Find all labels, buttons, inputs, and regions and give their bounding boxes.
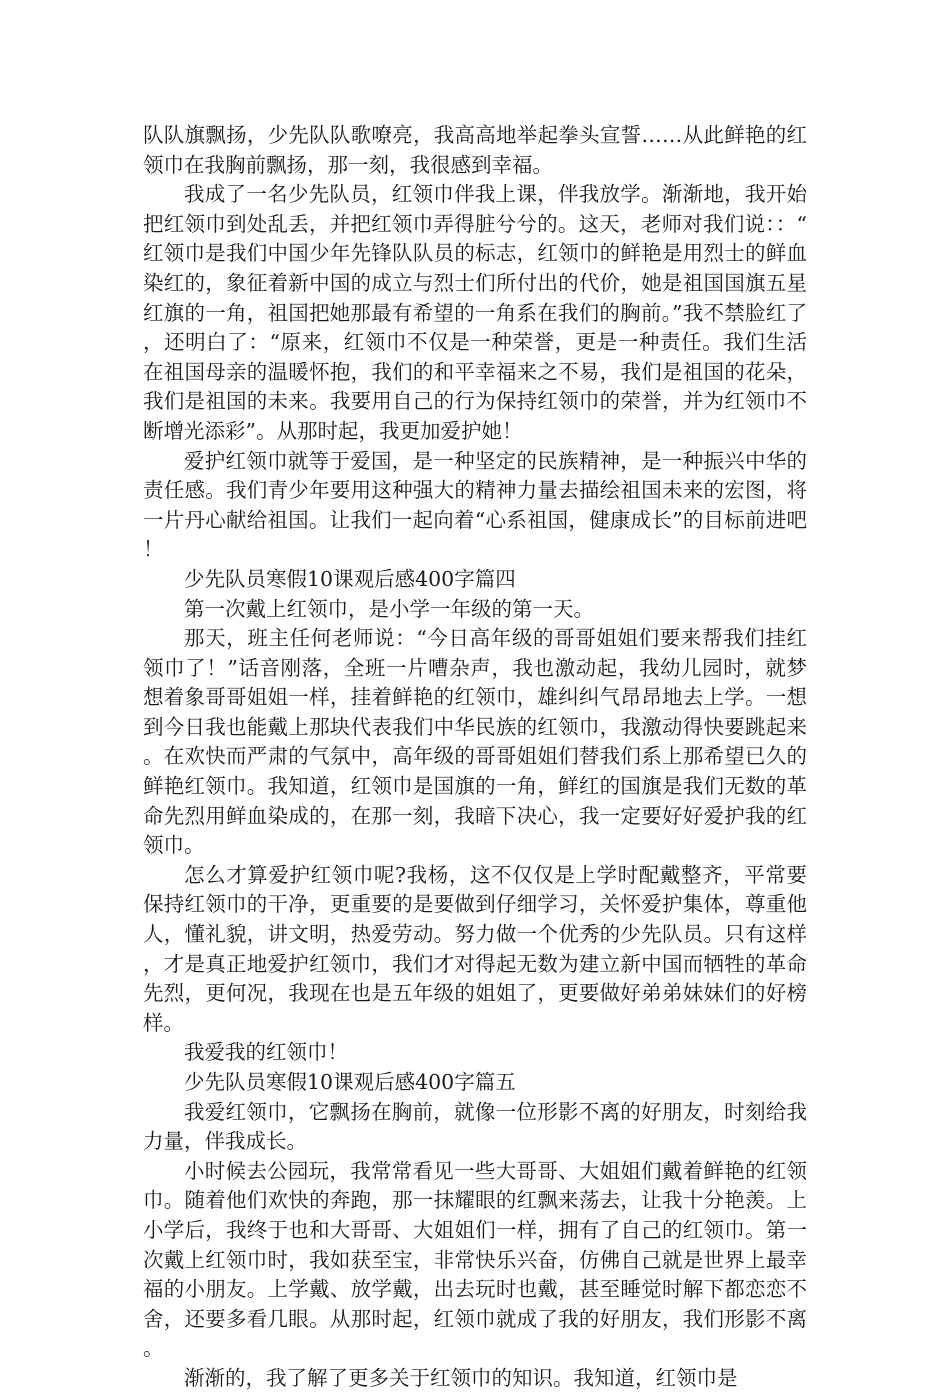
paragraph: 我爱我的红领巾！ xyxy=(184,1040,348,1065)
section-heading: 少先队员寒假10课观后感400字篇四 xyxy=(184,566,516,591)
paragraph: 队队旗飘扬，少先队队歌嘹亮，我高高地举起拳头宣誓……从此鲜艳的红领巾在我胸前飘扬，那一刻，我很感到幸福。 xyxy=(143,123,807,177)
paragraph: 那天，班主任何老师说：“今日高年级的哥哥姐姐们要来帮我们挂红领巾了！”话音刚落，全班一片嘈杂声，我也激动起，我幼儿园时，就梦想着象哥哥姐姐一样，挂着鲜艳的红领巾，雄纠纠气昂昂地去上学。一想到今日我也能戴上那块代表我们中华民族的红领巾，我激动得快要跳起来。在欢快而严肃的气氛中，高年级的哥哥姐姐们替我们系上那希望已久的鲜艳红领巾。我知道，红领巾是国旗的一角，鲜红的国旗是我们无数的革命先烈用鲜血染成的，在那一刻，我暗下决心，我一定要好好爱护我的红领巾。 xyxy=(143,626,807,858)
paragraph: 小时候去公园玩，我常常看见一些大哥哥、大姐姐们戴着鲜艳的红领巾。随着他们欢快的奔跑，那一抹耀眼的红飘来荡去，让我十分艳羡。上小学后，我终于也和大哥哥、大姐姐们一样，拥有了自己的红领巾。第一次戴上红领巾时，我如获至宝，非常快乐兴奋，仿佛自己就是世界上最幸福的小朋友。上学戴、放学戴，出去玩时也戴，甚至睡觉时解下都恋恋不舍，还要多看几眼。从那时起，红领巾就成了我的好朋友，我们形影不离。 xyxy=(143,1158,807,1361)
section-heading: 少先队员寒假10课观后感400字篇五 xyxy=(184,1070,516,1094)
paragraph: 爱护红领巾就等于爱国，是一种坚定的民族精神，是一种振兴中华的责任感。我们青少年要用这种强大的精神力量去描绘祖国未来的宏图，将一片丹心献给祖国。让我们一起向着“心系祖国，健康成长”的目标前进吧！ xyxy=(143,448,807,562)
paragraph: 怎么才算爱护红领巾呢?我杨，这不仅仅是上学时配戴整齐，平常要保持红领巾的干净，更重要的是要做到仔细学习，关怀爱护集体，尊重他人，懂礼貌，讲文明，热爱劳动。努力做一个优秀的少先队员。只有这样，才是真正地爱护红领巾，我们才对得起无数为建立新中国而牺牲的革命先烈，更何况，我现在也是五年级的姐姐了，更要做好弟弟妹妹们的好榜样。 xyxy=(143,862,807,1035)
paragraph: 我成了一名少先队员，红领巾伴我上课，伴我放学。渐渐地，我开始把红领巾到处乱丢，并把红领巾弄得脏兮兮的。这天，老师对我们说：：“红领巾是我们中国少年先锋队队员的标志，红领巾的鲜艳是用烈士的鲜血染红的，象征着新中国的成立与烈士们所付出的代价，她是祖国国旗五星红旗的一角，祖国把她那最有希望的一角系在我们的胸前。”我不禁脸红了，还明白了：“原来，红领巾不仅是一种荣誉，更是一种责任。我们生活在祖国母亲的温暖怀抱，我们的和平幸福来之不易，我们是祖国的花朵，我们是祖国的未来。我要用自己的行为保持红领巾的荣誉，并为红领巾不断增光添彩”。从那时起，我更加爱护她！ xyxy=(143,182,807,443)
document-body xyxy=(143,121,807,1394)
paragraph: 第一次戴上红领巾，是小学一年级的第一天。 xyxy=(184,596,594,621)
paragraph: 渐渐的，我了解了更多关于红领巾的知识。我知道，红领巾是 xyxy=(184,1365,738,1390)
paragraph: 我爱红领巾，它飘扬在胸前，就像一位形影不离的好朋友，时刻给我力量，伴我成长。 xyxy=(143,1099,807,1154)
